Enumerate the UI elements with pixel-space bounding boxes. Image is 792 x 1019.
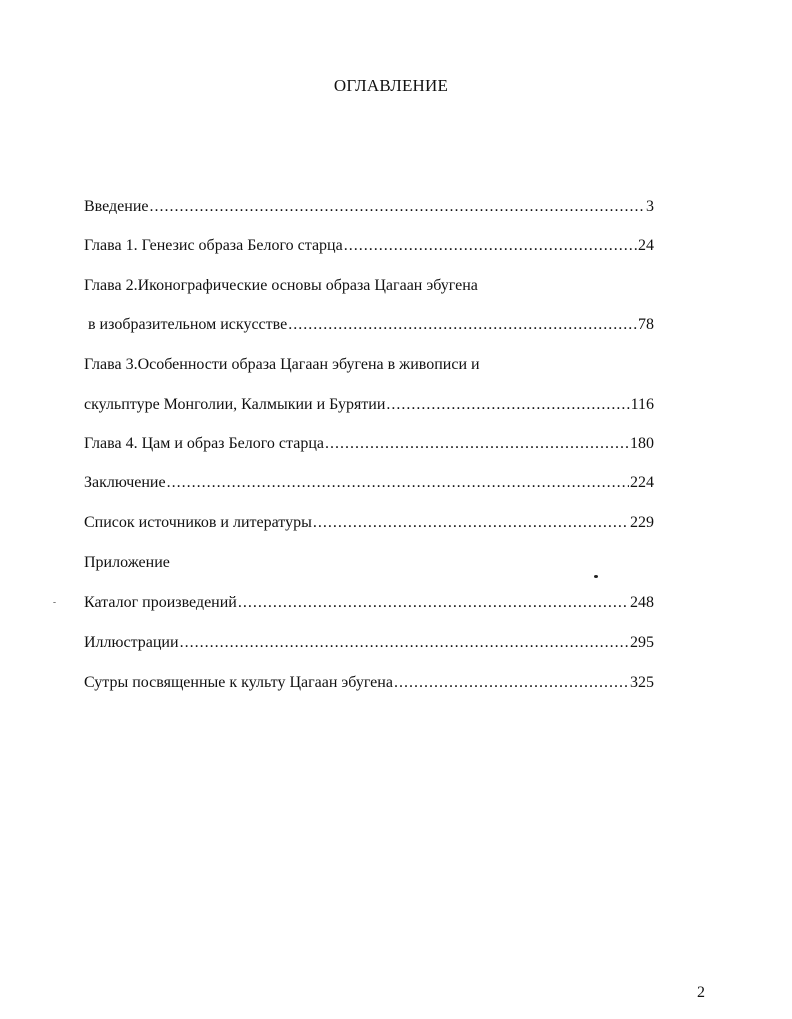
dot-leader	[167, 472, 629, 494]
toc-page-number: 229	[630, 514, 654, 531]
toc-entry-chapter-3-line-2	[84, 394, 654, 416]
dot-leader	[288, 314, 637, 336]
toc-page-number: 78	[638, 316, 654, 333]
toc-page-number: 224	[630, 474, 654, 491]
dot-leader	[180, 632, 629, 654]
page-title: ОГЛАВЛЕНИЕ	[333, 76, 449, 95]
toc-entry-conclusion	[84, 472, 654, 494]
toc-page-number: 248	[630, 594, 654, 611]
scan-speck	[53, 602, 56, 603]
toc-entry-label: Список источников и литературы	[84, 514, 312, 531]
toc-entry-label: скульптуре Монголии, Калмыкии и Бурятии	[84, 396, 386, 413]
toc-entry-label: Глава 1. Генезис образа Белого старца	[84, 237, 343, 254]
toc-entry-label: в изобразительном искусстве	[84, 316, 288, 333]
toc-entry-sutras	[84, 672, 654, 694]
toc-entry-chapter-4	[84, 433, 654, 455]
toc-entry-catalog	[84, 592, 654, 614]
toc-entry-appendix: Приложение	[84, 554, 170, 571]
page-number: 2	[697, 984, 705, 1001]
toc-entry-label: Введение	[84, 198, 149, 215]
dot-leader	[150, 196, 646, 218]
toc-entry-chapter-3-line-1: Глава 3.Особенности образа Цагаан эбугена в живописи и	[84, 356, 480, 373]
toc-page-number: 3	[646, 198, 654, 215]
toc-entry-introduction	[84, 196, 654, 218]
toc-entry-illustrations	[84, 632, 654, 654]
toc-entry-sources	[84, 512, 654, 534]
dot-leader	[394, 672, 629, 694]
toc-page-number: 180	[630, 435, 654, 452]
toc-entry-label: Глава 4. Цам и образ Белого старца	[84, 435, 324, 452]
dot-leader	[238, 592, 629, 614]
toc-page-number: 24	[638, 237, 654, 254]
toc-entry-chapter-1	[84, 235, 654, 257]
toc-entry-label: Каталог произведений	[84, 594, 237, 611]
toc-entry-chapter-2-line-2	[84, 314, 654, 336]
dot-leader	[325, 433, 629, 455]
dot-leader	[313, 512, 629, 534]
toc-entry-label: Иллюстрации	[84, 634, 179, 651]
dot-leader	[344, 235, 637, 257]
toc-page-number: 325	[630, 674, 654, 691]
toc-entry-label: Сутры посвященные к культу Цагаан эбугена	[84, 674, 393, 691]
dot-leader	[386, 394, 629, 416]
toc-page-number: 295	[630, 634, 654, 651]
toc-entry-chapter-2-line-1: Глава 2.Иконографические основы образа Цагаан эбугена	[84, 277, 478, 294]
toc-entry-label: Заключение	[84, 474, 166, 491]
toc-page-number: 116	[630, 396, 654, 413]
scan-speck	[594, 575, 598, 578]
